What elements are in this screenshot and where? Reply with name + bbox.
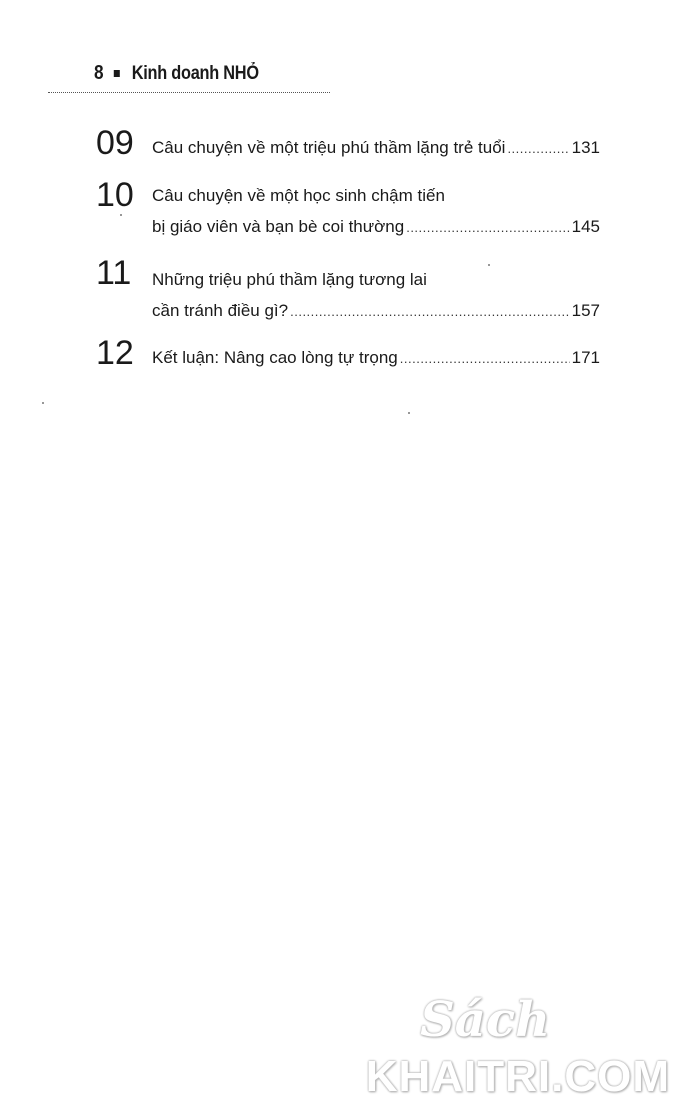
paper-speck	[120, 214, 122, 216]
chapter-number: 12	[96, 334, 134, 372]
header-bullet	[114, 70, 120, 77]
chapter-title-line-2: bị giáo viên và bạn bè coi thường	[152, 217, 405, 236]
paper-speck	[488, 264, 490, 266]
page-number: 8	[94, 62, 104, 84]
toc-leader-line	[152, 132, 600, 164]
dot-leader	[400, 343, 570, 374]
chapter-title: Kết luận: Nâng cao lòng tự trọng	[152, 348, 398, 367]
chapter-page: 145	[571, 217, 600, 236]
dot-leader	[507, 133, 569, 164]
dot-leader	[406, 212, 569, 243]
watermark-main-text: KHAITRI.COM	[365, 1052, 670, 1101]
chapter-page: 131	[571, 138, 600, 157]
chapter-title: Câu chuyện về một triệu phú thầm lặng trẻ tuổi	[152, 138, 506, 157]
chapter-title-line-1: Những triệu phú thầm lặng tương lai	[152, 270, 427, 289]
toc-leader-line	[152, 211, 600, 243]
toc-entry-09[interactable]	[96, 126, 600, 178]
header-dotted-rule	[48, 92, 330, 93]
running-header	[94, 62, 259, 85]
chapter-title-line-2: cần tránh điều gì?	[152, 301, 289, 320]
toc-leader-line	[152, 295, 600, 327]
paper-speck	[42, 402, 44, 404]
dot-leader	[290, 296, 570, 327]
chapter-title-line-1: Câu chuyện về một học sinh chậm tiến	[152, 186, 445, 205]
book-title: Kinh doanh NHỎ	[131, 62, 259, 84]
paper-speck	[408, 412, 410, 414]
chapter-number: 10	[96, 176, 134, 214]
site-watermark	[350, 992, 670, 1102]
toc-entry-11[interactable]	[96, 256, 600, 336]
chapter-number: 11	[96, 254, 132, 292]
chapter-number: 09	[96, 124, 134, 162]
chapter-page: 157	[571, 301, 600, 320]
watermark-script-text: Sách	[420, 992, 550, 1048]
toc-leader-line	[152, 342, 600, 374]
toc-entry-12[interactable]	[96, 336, 600, 396]
chapter-page: 171	[571, 348, 600, 367]
toc-entry-10[interactable]	[96, 178, 600, 256]
table-of-contents	[96, 126, 600, 396]
